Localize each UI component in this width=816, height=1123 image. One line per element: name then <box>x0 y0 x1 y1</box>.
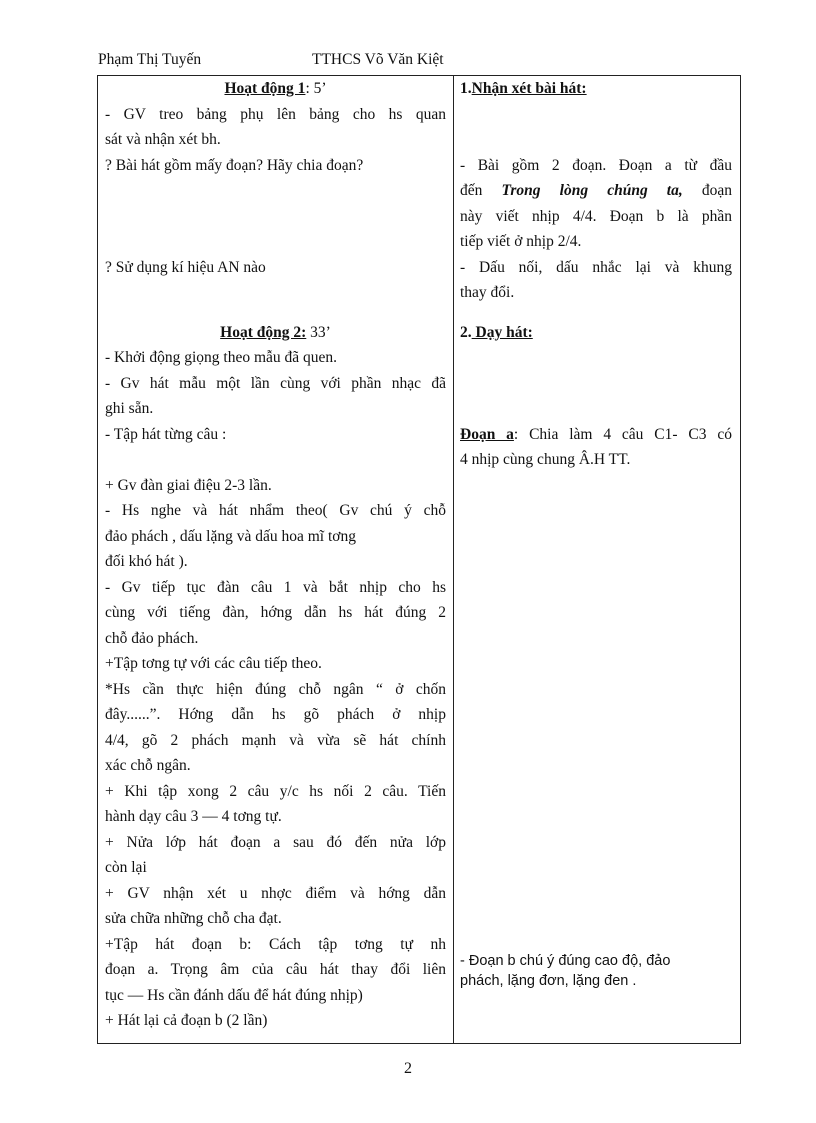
text-line: + Hát lại cả đoạn b (2 lần) <box>105 1012 268 1029</box>
text-line: - Đoạn b chú ý đúng cao độ, đảo <box>460 953 671 969</box>
text-line: +Tập hát đoạn b: Cách tập tơng tự nh <box>105 935 446 953</box>
left-column <box>105 76 446 1034</box>
header-school: TTHCS Võ Văn Kiệt <box>312 51 444 68</box>
text-line: ? Bài hát gồm mấy đoạn? Hãy chia đoạn? <box>105 156 364 174</box>
right-note-block <box>460 951 732 991</box>
text-line: đến Trong lòng chúng ta, đoạn <box>460 182 732 199</box>
text-line: ? Sử dụng kí hiệu AN nào <box>105 258 266 276</box>
text-line: *Hs cần thực hiện đúng chỗ ngân “ ở chốn <box>105 680 446 698</box>
text-line: phách, lặng đơn, lặng đen . <box>460 973 637 989</box>
text-line: 4/4, gõ 2 phách mạnh và vừa sẽ hát chính <box>105 731 446 749</box>
text-line: xác chỗ ngân. <box>105 757 191 774</box>
text-line: - Hs nghe và hát nhẩm theo( Gv chú ý chỗ <box>105 502 446 519</box>
text-line: + Nửa lớp hát đoạn a sau đó đến nửa lớp <box>105 833 446 851</box>
text-line: đảo phách , dấu lặng và dấu hoa mĩ tơng <box>105 527 356 545</box>
text-line: đối khó hát ). <box>105 553 188 570</box>
text-line: đây......”. Hớng dẫn hs gõ phách ở nhịp <box>105 706 446 723</box>
text-line: + Gv đàn giai điệu 2-3 lần. <box>105 476 272 494</box>
right-column <box>460 76 732 473</box>
text-line: - Bài gồm 2 đoạn. Đoạn a từ đầu <box>460 156 732 174</box>
text-line: tiếp viết ở nhịp 2/4. <box>460 233 582 250</box>
text-line: - Gv hát mẫu một lần cùng với phần nhạc đã <box>105 374 446 392</box>
text-line: ghi sẵn. <box>105 400 154 417</box>
text-line: tục — Hs cần đánh dấu để hát đúng nhịp) <box>105 986 363 1004</box>
text-line: - GV treo bảng phụ lên bảng cho hs quan <box>105 105 446 123</box>
text-line: thay đổi. <box>460 284 515 301</box>
text-line: cùng với tiếng đàn, hớng dẫn hs hát đúng 2 <box>105 604 446 621</box>
text-line: Đoạn a: Chia làm 4 câu C1- C3 có <box>460 425 732 443</box>
text-line: sửa chữa những chỗ cha đạt. <box>105 910 282 927</box>
column-divider <box>453 76 454 1043</box>
text-line: còn lại <box>105 859 147 876</box>
text-line: - Khởi động giọng theo mẫu đã quen. <box>105 349 338 366</box>
section-1-heading: 1.Nhận xét bài hát: <box>460 80 587 97</box>
page-number: 2 <box>404 1060 412 1077</box>
activity-1-heading: Hoạt động 1: 5’ <box>224 80 327 97</box>
text-line: - Gv tiếp tục đàn câu 1 và bắt nhịp cho hs <box>105 578 446 596</box>
header-author: Phạm Thị Tuyến <box>98 51 202 68</box>
text-line: - Dấu nối, dấu nhắc lại và khung <box>460 258 732 276</box>
text-line: + GV nhận xét u nhợc điểm và hớng dẫn <box>105 884 446 902</box>
activity-2-heading: Hoạt động 2: 33’ <box>220 323 331 341</box>
text-line: + Khi tập xong 2 câu y/c hs nối 2 câu. Tiến <box>105 782 446 800</box>
text-line: - Tập hát từng câu : <box>105 425 227 443</box>
text-line: này viết nhịp 4/4. Đoạn b là phần <box>460 207 732 225</box>
text-line: hành dạy câu 3 — 4 tơng tự. <box>105 808 282 825</box>
text-line: +Tập tơng tự với các câu tiếp theo. <box>105 655 322 672</box>
section-2-heading: 2. Dạy hát: <box>460 323 533 341</box>
lesson-table <box>97 75 741 1044</box>
text-line: sát và nhận xét bh. <box>105 131 221 148</box>
text-line: đoạn a. Trọng âm của câu hát thay đổi liên <box>105 961 446 978</box>
text-line: chỗ đảo phách. <box>105 629 199 647</box>
text-line: 4 nhịp cùng chung Â.H TT. <box>460 451 631 468</box>
